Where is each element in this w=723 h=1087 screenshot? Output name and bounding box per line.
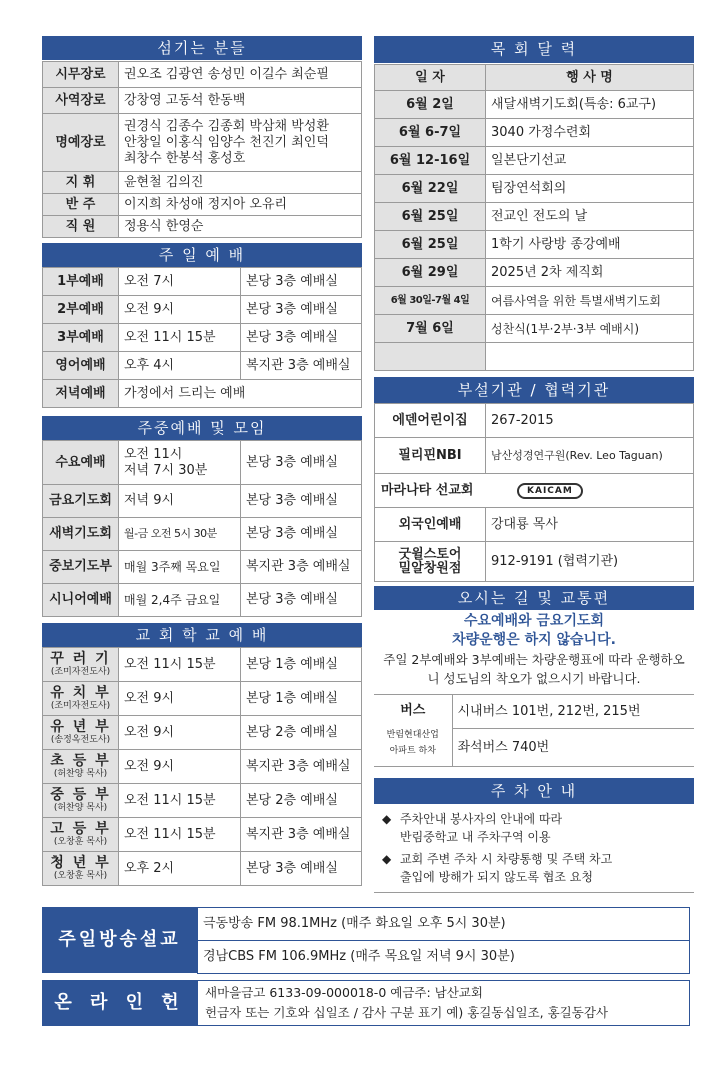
weekday-time: [119, 441, 241, 485]
sunday-label: 3부예배: [43, 324, 119, 352]
elders-value: 윤현철 김의진: [119, 172, 362, 194]
school-place: 본당 2층 예배실: [241, 784, 362, 818]
broadcast-table: [197, 907, 690, 974]
directions-notice-text: 주일 2부예배와 3부예배는 차량운행표에 따라 운행하오니 성도님의 착오가 없으시기 바랍니다.: [383, 652, 685, 686]
school-label: [43, 750, 119, 784]
calendar-event: 새달새벽기도회(특송: 6교구): [486, 91, 694, 119]
calendar-date: 7월 6일: [375, 315, 486, 343]
elders-label: 명예장로: [43, 114, 119, 172]
calendar-event: 1학기 사랑방 종강예배: [486, 231, 694, 259]
calendar-date: 6월 25일: [375, 203, 486, 231]
elders-value-line: 안창일 이홍식 임양수 천진기 최인덕: [124, 134, 329, 150]
elders-value: 강창영 고동석 한동백: [119, 88, 362, 114]
school-label: [43, 852, 119, 886]
calendar-date: 6월 22일: [375, 175, 486, 203]
affiliate-value: 912-9191 (협력기관): [486, 542, 694, 582]
weekday-time-line: 저녁 7시 30분: [124, 462, 208, 478]
affiliate-label: 필리핀NBI: [375, 438, 486, 474]
school-teacher: (조미자전도사): [50, 667, 111, 677]
school-label: [43, 716, 119, 750]
school-name: 청 년 부: [50, 855, 111, 871]
calendar-event: 전교인 전도의 날: [486, 203, 694, 231]
school-place: 본당 1층 예배실: [241, 648, 362, 682]
school-label: [43, 648, 119, 682]
school-name: 유 년 부: [50, 719, 111, 735]
sunday-label: 2부예배: [43, 296, 119, 324]
sunday-time: 가정에서 드리는 예배: [119, 380, 362, 408]
calendar-col-event: 행 사 명: [486, 65, 694, 91]
elders-label: 지 휘: [43, 172, 119, 194]
calendar-event: 성찬식(1부·2부·3부 예배시): [486, 315, 694, 343]
weekday-place: 본당 3층 예배실: [241, 518, 362, 551]
bus-label: 버스: [400, 702, 426, 718]
affiliate-label: 외국인예배: [375, 508, 486, 542]
calendar-date: 6월 6-7일: [375, 119, 486, 147]
sunday-time: 오전 11시 15분: [119, 324, 241, 352]
school-teacher: (오창훈 목사): [53, 837, 108, 847]
weekday-place: 본당 3층 예배실: [241, 584, 362, 617]
sunday-label: 저녁예배: [43, 380, 119, 408]
school-name: 중 등 부: [50, 787, 111, 803]
directions-notice-blue: 수요예배와 금요기도회: [463, 613, 605, 629]
bus-stop-cell: [374, 695, 452, 767]
calendar-date: [375, 343, 486, 371]
affiliate-label: [375, 542, 486, 582]
diamond-bullet-icon: ◆: [382, 812, 392, 826]
sunday-label: 영어예배: [43, 352, 119, 380]
weekday-label: 새벽기도회: [43, 518, 119, 551]
calendar-date: 6월 12-16일: [375, 147, 486, 175]
broadcast-line: 경남CBS FM 106.9MHz (매주 목요일 저녁 9시 30분): [198, 941, 690, 974]
parking-line: 주차안내 봉사자의 안내에 따라: [400, 812, 563, 826]
elders-label: 반 주: [43, 194, 119, 216]
school-time: 오후 2시: [119, 852, 241, 886]
school-place: 본당 2층 예배실: [241, 716, 362, 750]
weekday-label: 중보기도부: [43, 551, 119, 584]
school-name: 유 치 부: [50, 685, 111, 701]
school-place: 복지관 3층 예배실: [241, 750, 362, 784]
seat-bus: 좌석버스 740번: [452, 729, 694, 767]
calendar-date: 6월 30일-7월 4일: [375, 287, 486, 315]
sunday-time: 오전 7시: [119, 268, 241, 296]
affiliate-label-line: 밀알창원점: [398, 560, 462, 576]
school-time: 오전 9시: [119, 750, 241, 784]
calendar-event: 팀장연석회의: [486, 175, 694, 203]
affiliate-row: [375, 474, 694, 508]
school-name: 고 등 부: [50, 821, 111, 837]
elders-value: 이지희 차성애 정지아 오유리: [119, 194, 362, 216]
affiliate-value: 남산성경연구원(Rev. Leo Taguan): [486, 438, 694, 474]
weekday-place: 본당 3층 예배실: [241, 441, 362, 485]
school-table: [42, 647, 362, 886]
affiliate-label: 마라나타 선교회: [381, 482, 474, 498]
affiliate-value: 267-2015: [486, 404, 694, 438]
right-column: [374, 36, 694, 893]
school-place: 본당 1층 예배실: [241, 682, 362, 716]
sunday-time: 오전 9시: [119, 296, 241, 324]
sunday-place: 본당 3층 예배실: [241, 324, 362, 352]
calendar-event: [486, 343, 694, 371]
offering-content: [197, 980, 690, 1026]
school-time: 오전 9시: [119, 716, 241, 750]
affiliate-value: 강대룡 목사: [486, 508, 694, 542]
weekday-place: 복지관 3층 예배실: [241, 551, 362, 584]
elders-value-line: 권경식 김종수 김종회 박삼채 박성환: [124, 118, 329, 134]
weekday-place: 본당 3층 예배실: [241, 485, 362, 518]
weekday-label: 금요기도회: [43, 485, 119, 518]
parking-list: [374, 804, 694, 893]
parking-item: [382, 810, 686, 846]
elders-value: 정용식 한영순: [119, 216, 362, 238]
affiliate-label: 에덴어린이집: [375, 404, 486, 438]
diamond-bullet-icon: ◆: [382, 852, 392, 866]
school-teacher: (허찬양 목사): [53, 803, 108, 813]
offering-line: 헌금자 또는 기호와 십일조 / 감사 구분 표기 예) 홍길동십일조, 홍길동감사: [205, 1005, 608, 1020]
school-teacher: (허찬양 목사): [53, 769, 108, 779]
school-place: 본당 3층 예배실: [241, 852, 362, 886]
offering-line: 새마을금고 6133-09-000018-0 예금주: 남산교회: [205, 985, 483, 1000]
weekday-time: 매월 3주째 목요일: [119, 551, 241, 584]
elders-table: [42, 61, 362, 238]
weekday-title: 주중예배 및 모임: [42, 416, 362, 440]
broadcast-box: [42, 907, 690, 973]
school-label: [43, 784, 119, 818]
directions-notice: [374, 610, 694, 690]
elders-title: 섬기는 분들: [42, 36, 362, 60]
weekday-time: 월-금 오전 5시 30분: [119, 518, 241, 551]
directions-notice-blue: 차량운행은 하지 않습니다.: [452, 632, 616, 648]
school-name: 초 등 부: [50, 753, 111, 769]
affiliates-title: 부설기관 / 협력기관: [374, 377, 694, 403]
left-column: [42, 36, 362, 886]
elders-label: 직 원: [43, 216, 119, 238]
offering-box: [42, 980, 690, 1059]
broadcast-label: 주일방송설교: [42, 907, 197, 973]
school-place: 복지관 3층 예배실: [241, 818, 362, 852]
offering-label: 온 라 인 헌 금: [42, 980, 197, 1026]
parking-item: [382, 850, 686, 886]
weekday-time-line: 오전 11시: [124, 446, 183, 462]
weekday-table: [42, 440, 362, 617]
school-title: 교 회 학 교 예 배: [42, 623, 362, 647]
sunday-label: 1부예배: [43, 268, 119, 296]
calendar-date: 6월 25일: [375, 231, 486, 259]
weekday-label: 수요예배: [43, 441, 119, 485]
calendar-event: 3040 가정수련회: [486, 119, 694, 147]
calendar-date: 6월 2일: [375, 91, 486, 119]
sunday-title: 주 일 예 배: [42, 243, 362, 267]
parking-line: 교회 주변 주차 시 차량통행 및 주택 차고: [400, 852, 613, 866]
weekday-time: 매월 2,4주 금요일: [119, 584, 241, 617]
calendar-event: 일본단기선교: [486, 147, 694, 175]
calendar-col-date: 일 자: [375, 65, 486, 91]
school-teacher: (오창훈 목사): [53, 871, 108, 881]
school-time: 오전 9시: [119, 682, 241, 716]
parking-line: 출입에 방해가 되지 않도록 협조 요청: [400, 870, 593, 884]
school-label: [43, 682, 119, 716]
sunday-time: 오후 4시: [119, 352, 241, 380]
kaicam-logo: KAICAM: [517, 483, 583, 499]
city-bus: 시내버스 101번, 212번, 215번: [452, 695, 694, 729]
calendar-table: [374, 64, 694, 371]
affiliate-label-line: 굿윌스토어: [398, 546, 462, 562]
sunday-place: 본당 3층 예배실: [241, 296, 362, 324]
elders-label: 사역장로: [43, 88, 119, 114]
school-time: 오전 11시 15분: [119, 818, 241, 852]
elders-value-line: 최창수 한봉석 홍성호: [124, 150, 246, 166]
bus-stop-line: 반림현대산업: [386, 729, 439, 740]
school-teacher: (조미자전도사): [50, 701, 111, 711]
elders-value: [119, 114, 362, 172]
sunday-table: [42, 267, 362, 408]
school-time: 오전 11시 15분: [119, 648, 241, 682]
bus-stop-line: 아파트 하차: [389, 745, 436, 756]
weekday-label: 시니어예배: [43, 584, 119, 617]
elders-value: 권오조 김광연 송성민 이길수 최순필: [119, 62, 362, 88]
parking-title: 주 차 안 내: [374, 778, 694, 804]
school-label: [43, 818, 119, 852]
school-teacher: (송정옥전도사): [50, 735, 111, 745]
weekday-time: 저녁 9시: [119, 485, 241, 518]
directions-title: 오시는 길 및 교통편: [374, 586, 694, 610]
calendar-title: 목 회 달 력: [374, 36, 694, 63]
school-time: 오전 11시 15분: [119, 784, 241, 818]
school-name: 꾸 러 기: [50, 651, 111, 667]
sunday-place: 복지관 3층 예배실: [241, 352, 362, 380]
affiliates-table: [374, 403, 694, 582]
broadcast-line: 극동방송 FM 98.1MHz (매주 화요일 오후 5시 30분): [198, 908, 690, 941]
calendar-date: 6월 29일: [375, 259, 486, 287]
calendar-event: 2025년 2차 제직회: [486, 259, 694, 287]
bus-table: [374, 694, 694, 767]
parking-line: 반림중학교 내 주차구역 이용: [400, 830, 551, 844]
calendar-event: 여름사역을 위한 특별새벽기도회: [486, 287, 694, 315]
elders-label: 시무장로: [43, 62, 119, 88]
sunday-place: 본당 3층 예배실: [241, 268, 362, 296]
